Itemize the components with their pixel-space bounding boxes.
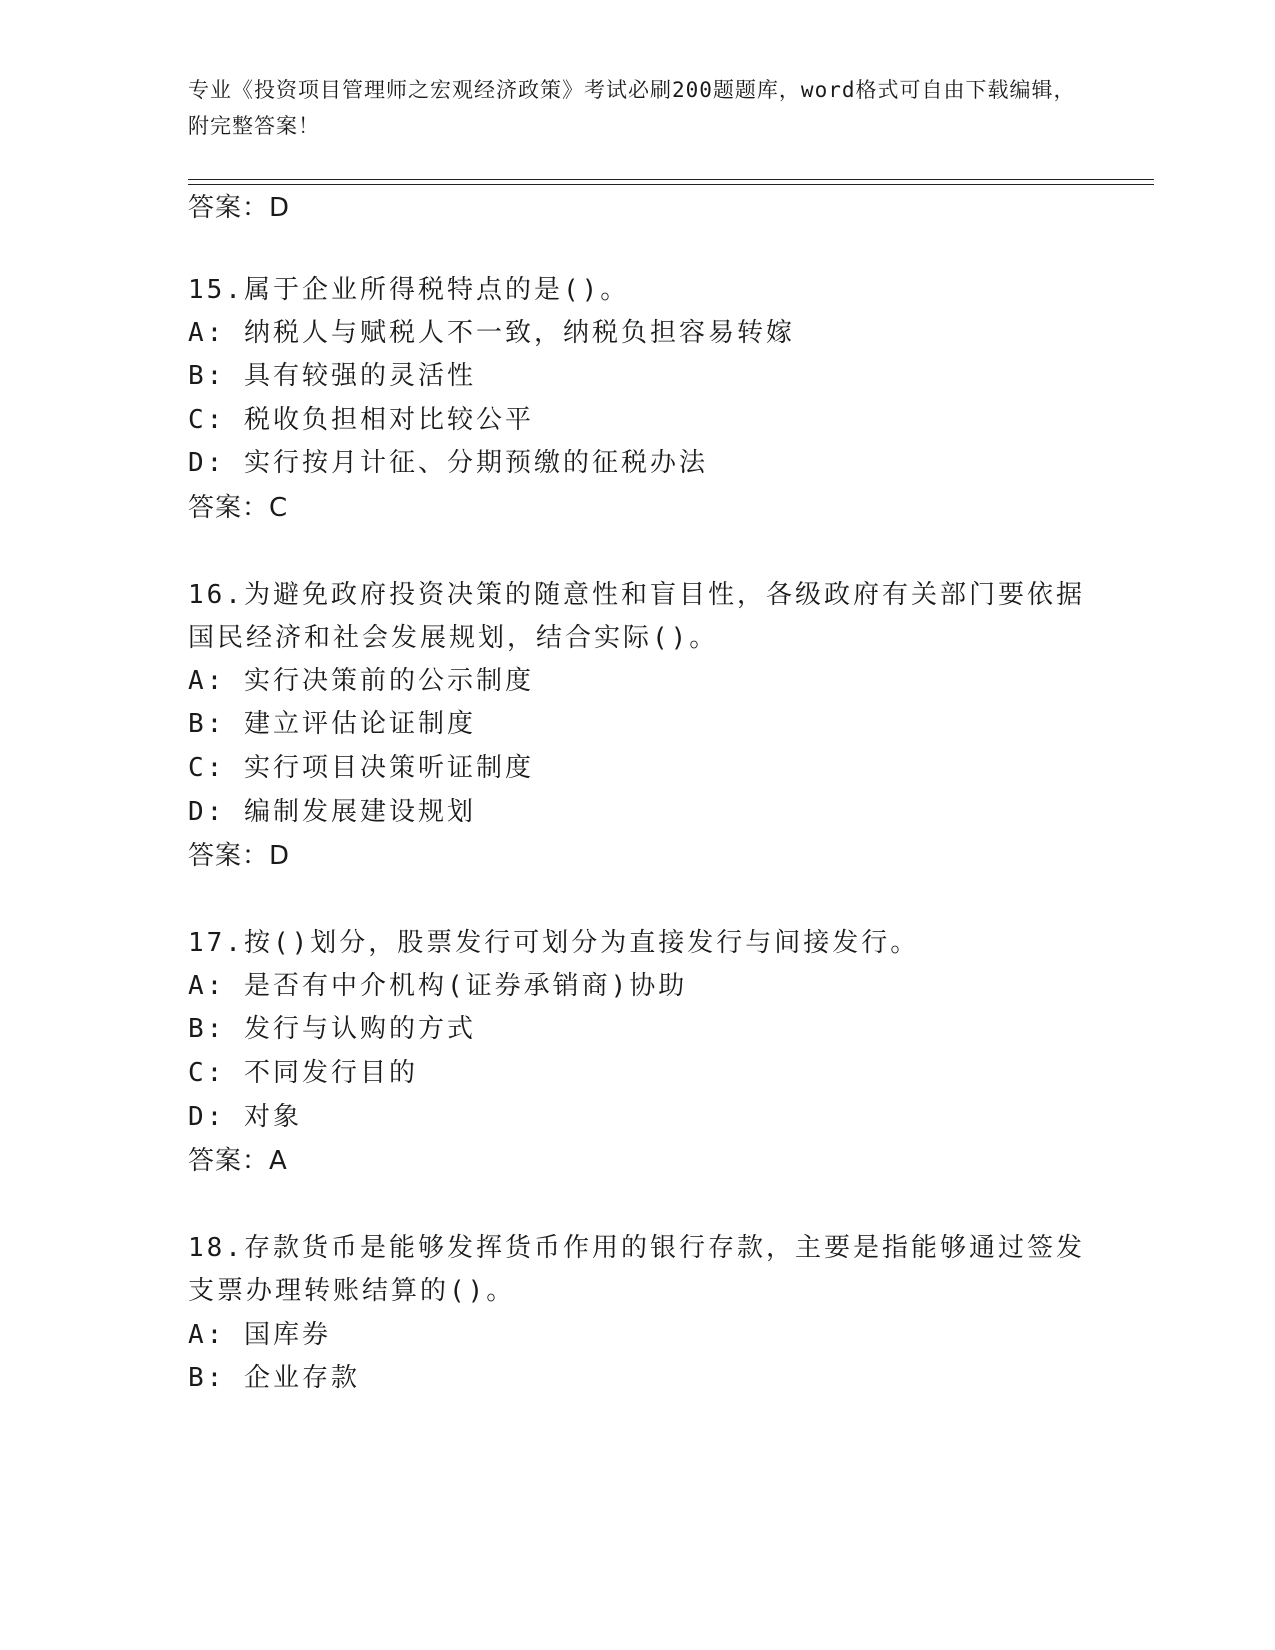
option-c: C: 实行项目决策听证制度 bbox=[188, 753, 534, 783]
option-b: B: 建立评估论证制度 bbox=[188, 709, 476, 739]
option-a: A: 是否有中介机构(证券承销商)协助 bbox=[188, 971, 688, 1001]
option-c: C: 税收负担相对比较公平 bbox=[188, 405, 534, 435]
option-a: A: 实行决策前的公示制度 bbox=[188, 666, 534, 696]
option-c: C: 不同发行目的 bbox=[188, 1058, 418, 1088]
option-d: D: 对象 bbox=[188, 1102, 302, 1132]
question-stem: 16.为避免政府投资决策的随意性和盲目性，各级政府有关部门要依据 bbox=[188, 580, 1085, 610]
header-divider-top bbox=[188, 179, 1154, 180]
question-stem-continued: 支票办理转账结算的()。 bbox=[188, 1276, 516, 1306]
question-stem-continued: 国民经济和社会发展规划，结合实际()。 bbox=[188, 623, 719, 653]
header-divider-bottom bbox=[188, 184, 1154, 185]
option-b: B: 发行与认购的方式 bbox=[188, 1014, 476, 1044]
answer-line: 答案：D bbox=[188, 193, 291, 223]
answer-line: 答案：C bbox=[188, 493, 289, 523]
question-stem: 18.存款货币是能够发挥货币作用的银行存款，主要是指能够通过签发 bbox=[188, 1233, 1085, 1263]
question-stem: 15.属于企业所得税特点的是()。 bbox=[188, 275, 630, 305]
answer-line: 答案：A bbox=[188, 1146, 288, 1176]
question-stem: 17.按()划分，股票发行可划分为直接发行与间接发行。 bbox=[188, 928, 920, 958]
document-intro: 专业《投资项目管理师之宏观经济政策》考试必刷200题题库，word格式可自由下载编辑，附完整答案！ bbox=[188, 78, 1076, 138]
option-a: A: 纳税人与赋税人不一致，纳税负担容易转嫁 bbox=[188, 318, 795, 348]
option-d: D: 实行按月计征、分期预缴的征税办法 bbox=[188, 448, 708, 478]
option-a: A: 国库券 bbox=[188, 1320, 331, 1350]
option-d: D: 编制发展建设规划 bbox=[188, 797, 476, 827]
answer-line: 答案：D bbox=[188, 841, 291, 871]
option-b: B: 企业存款 bbox=[188, 1363, 360, 1393]
option-b: B: 具有较强的灵活性 bbox=[188, 361, 476, 391]
